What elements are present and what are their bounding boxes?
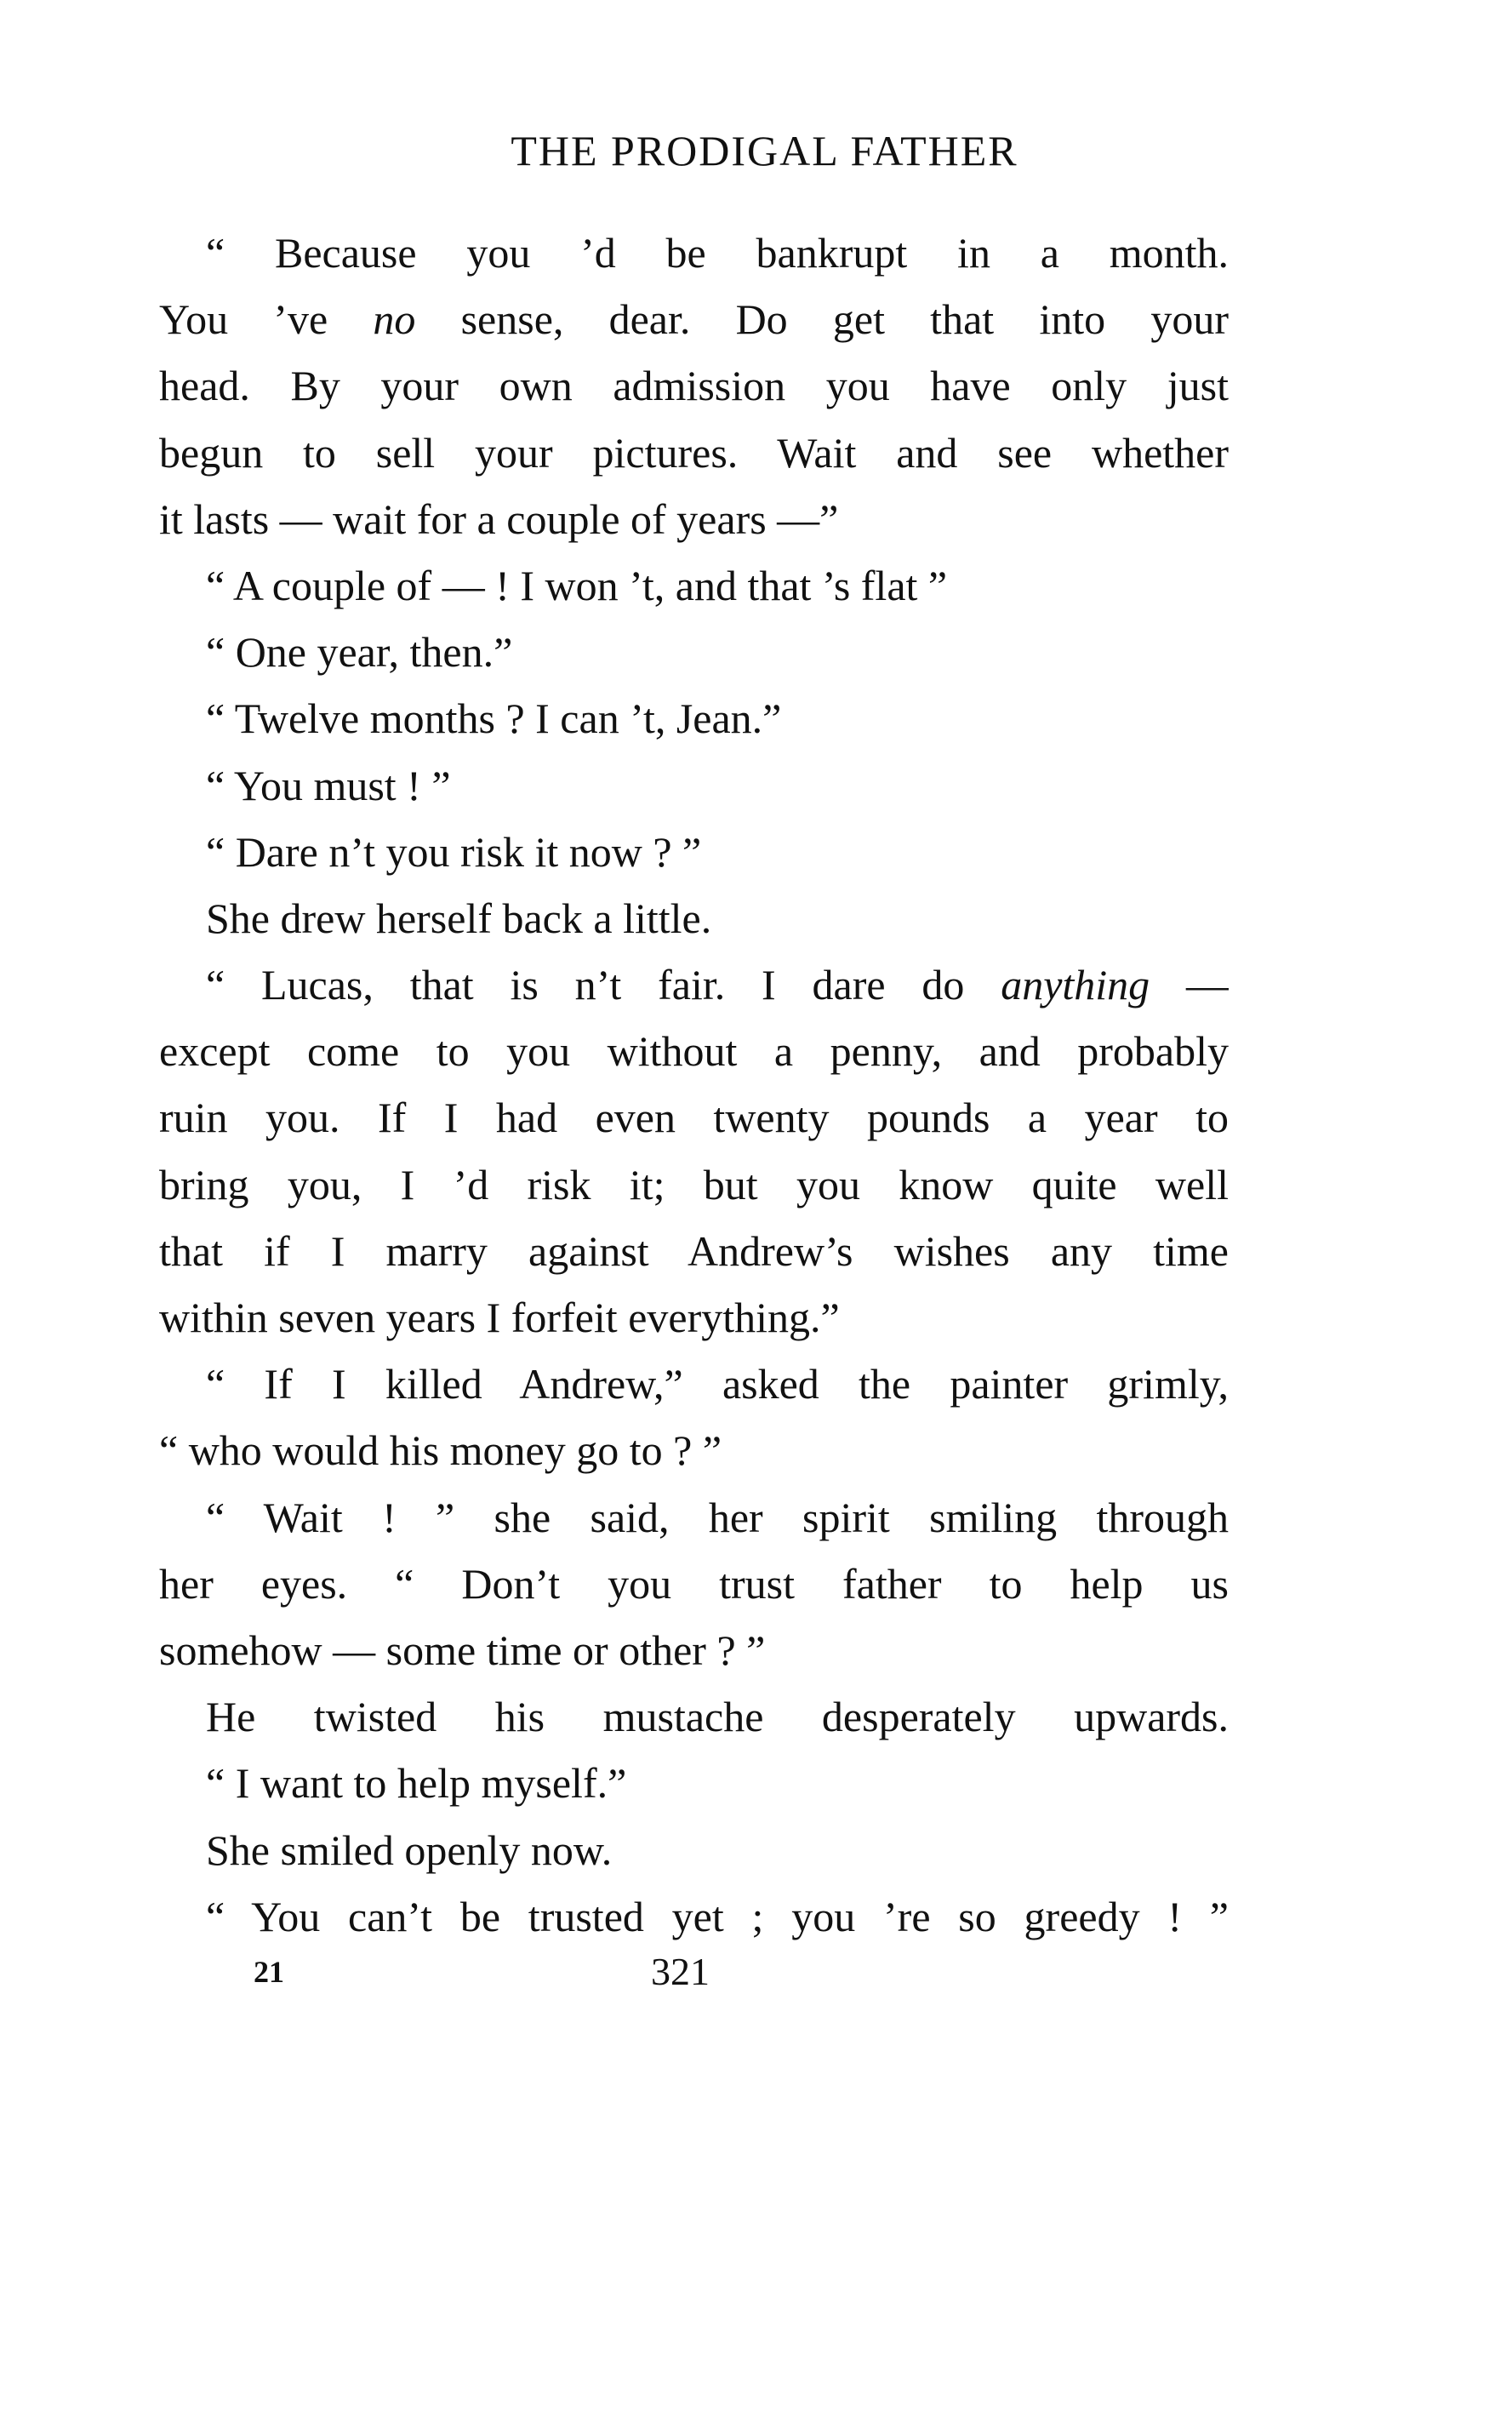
text-line: begun to sell your pictures. Wait and see whether xyxy=(159,428,1229,477)
text-line: “ Dare n’t you risk it now ? ” xyxy=(206,827,702,876)
text-line: except come to you without a penny, and probably xyxy=(159,1027,1229,1076)
signature-mark: 21 xyxy=(254,1955,284,1989)
text-line xyxy=(159,951,1229,1018)
text-line: He twisted his mustache desperately upwards. xyxy=(206,1693,1229,1741)
text-line: “ You can’t be trusted yet ; you ’re so greedy ! ” xyxy=(206,1892,1229,1940)
text-line: her eyes. “ Don’t you trust father to help us xyxy=(159,1559,1229,1608)
text-line: “ If I killed Andrew,” asked the painter grimly, xyxy=(206,1360,1229,1408)
text-line: She drew herself back a little. xyxy=(206,894,712,942)
text-line: it lasts — wait for a couple of years —” xyxy=(159,494,839,543)
text-run: — xyxy=(1150,961,1229,1009)
body-text xyxy=(159,220,1229,1950)
text-line: “ You must ! ” xyxy=(206,761,451,809)
text-line xyxy=(159,286,1229,352)
text-line: bring you, I ’d risk it; but you know quite well xyxy=(159,1160,1229,1208)
text-line: within seven years I forfeit everything.” xyxy=(159,1294,840,1341)
text-run: You ’ve xyxy=(159,295,374,344)
italic-text: anything xyxy=(1001,961,1150,1009)
text-line: “ who would his money go to ? ” xyxy=(159,1426,722,1475)
italic-text: no xyxy=(373,295,416,344)
page-footer xyxy=(0,1949,1512,2000)
text-line: “ A couple of — ! I won ’t, and that ’s flat ” xyxy=(206,561,948,609)
text-line: “ Because you ’d be bankrupt in a month. xyxy=(206,229,1229,277)
text-line: somehow — some time or other ? ” xyxy=(159,1625,766,1674)
text-run: “ Lucas, that is n’t fair. I dare do xyxy=(206,961,1001,1009)
text-line: head. By your own admission you have only just xyxy=(159,362,1229,410)
text-line: “ I want to help myself.” xyxy=(206,1759,627,1808)
text-line: “ Twelve months ? I can ’t, Jean.” xyxy=(206,694,782,743)
text-line: She smiled openly now. xyxy=(206,1825,613,1874)
running-head: THE PRODIGAL FATHER xyxy=(511,127,1018,174)
text-line: that if I marry against Andrew’s wishes any time xyxy=(159,1226,1229,1275)
text-line: “ One year, then.” xyxy=(206,628,513,677)
text-run: sense, dear. Do get that into your xyxy=(415,295,1229,344)
text-line: ruin you. If I had even twenty pounds a year to xyxy=(159,1094,1229,1142)
page-number: 321 xyxy=(651,1950,710,1993)
text-line: “ Wait ! ” she said, her spirit smiling through xyxy=(206,1493,1229,1541)
